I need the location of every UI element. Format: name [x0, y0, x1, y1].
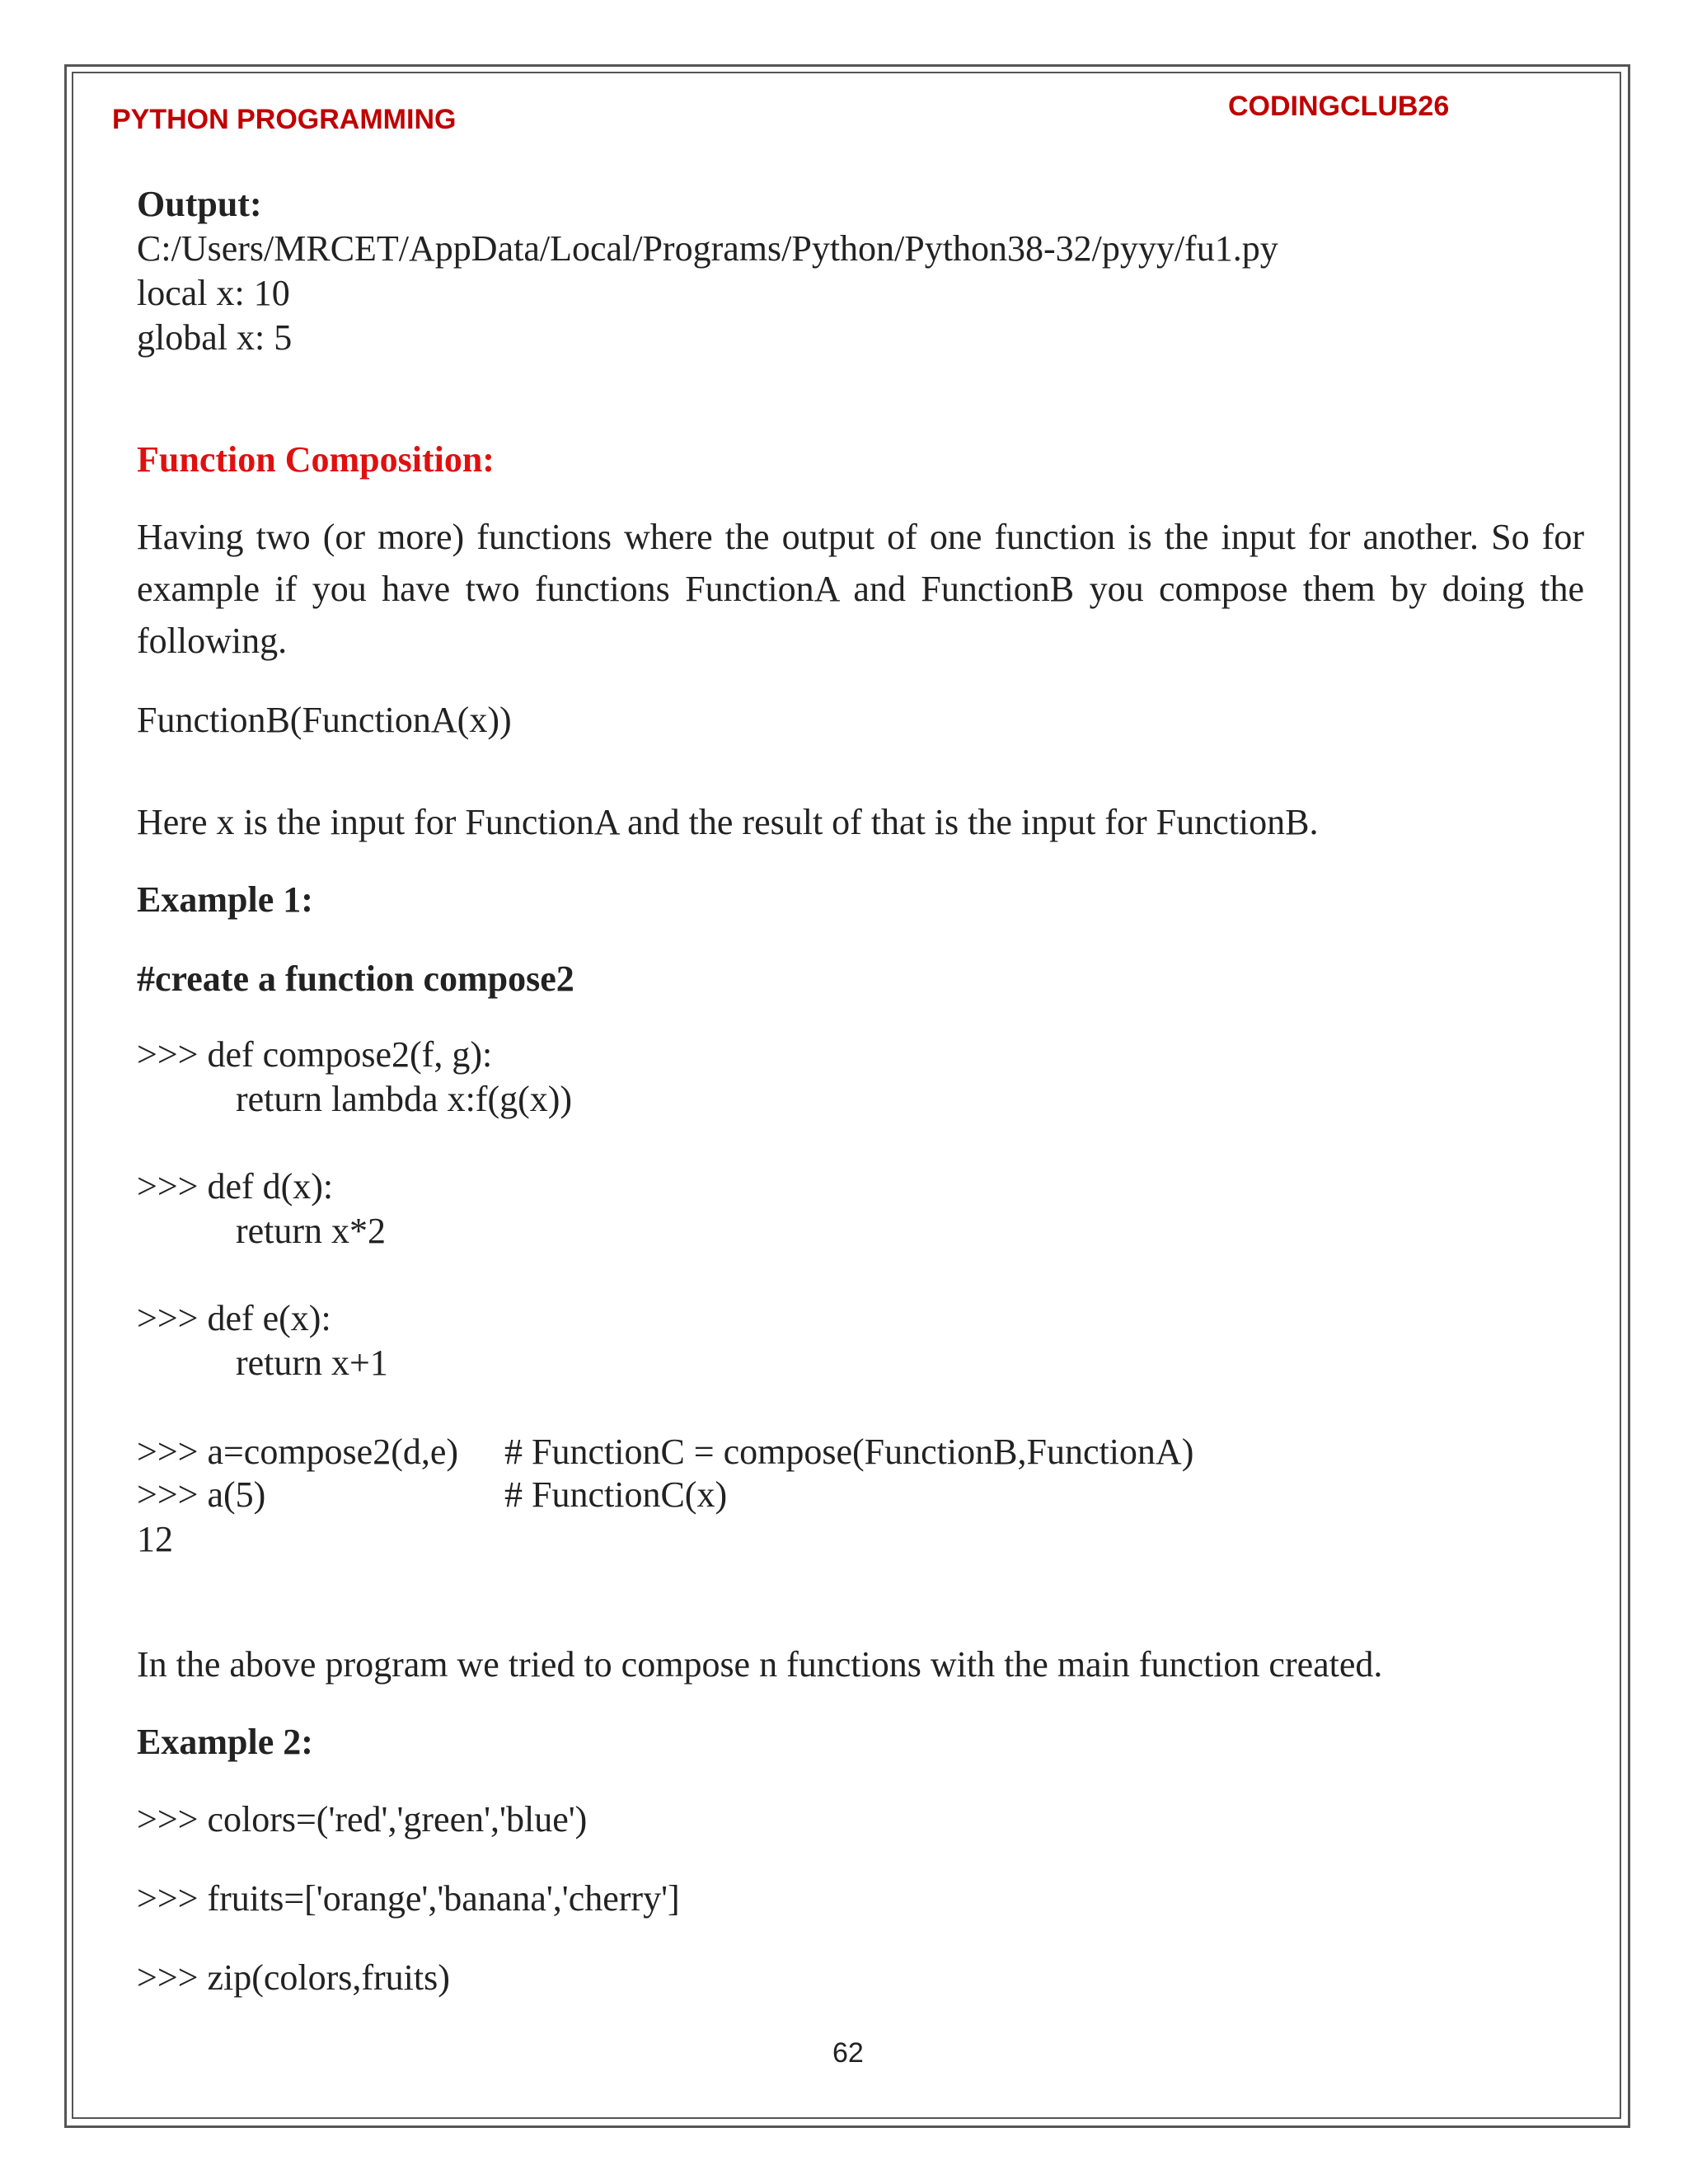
header-right: CODINGCLUB26	[1228, 91, 1450, 122]
example1-comment: #create a function compose2	[137, 958, 574, 999]
output-heading: Output:	[137, 184, 262, 224]
code-line: >>> def e(x):	[137, 1298, 331, 1338]
code-line: >>> fruits=['orange','banana','cherry']	[137, 1878, 680, 1919]
code-line: >>> def compose2(f, g):	[137, 1034, 493, 1075]
example2-heading: Example 2:	[137, 1722, 313, 1762]
code-line: >>> a=compose2(d,e)	[137, 1432, 459, 1472]
header-left: PYTHON PROGRAMMING	[112, 104, 457, 135]
code-line: return x+1	[236, 1343, 388, 1383]
composition-formula: FunctionB(FunctionA(x))	[137, 700, 512, 740]
example1-summary: In the above program we tried to compose n functions with the main function created.	[137, 1644, 1383, 1685]
example1-heading: Example 1:	[137, 879, 313, 920]
code-line: >>> a(5)	[137, 1474, 266, 1515]
section-heading: Function Composition:	[137, 439, 495, 480]
code-line: return x*2	[236, 1211, 387, 1251]
code-line: >>> colors=('red','green','blue')	[137, 1799, 588, 1840]
code-output: 12	[137, 1519, 173, 1559]
code-line: return lambda x:f(g(x))	[236, 1079, 573, 1119]
code-line: >>> def d(x):	[137, 1166, 334, 1207]
composition-explanation: Here x is the input for FunctionA and the result of that is the input for FunctionB.	[137, 802, 1319, 842]
page-number: 62	[832, 2037, 864, 2069]
output-line: global x: 5	[137, 317, 293, 358]
output-path: C:/Users/MRCET/AppData/Local/Programs/Python/Python38-32/pyyy/fu1.py	[137, 228, 1278, 269]
output-line: local x: 10	[137, 273, 290, 313]
composition-paragraph: Having two (or more) functions where the output of one function is the input for another. So for example if you have two functions FunctionA and FunctionB you compose them by doing the following.	[137, 517, 1584, 661]
code-line: >>> zip(colors,fruits)	[137, 1957, 450, 1998]
inline-comment: # FunctionC = compose(FunctionB,FunctionA)	[504, 1432, 1194, 1472]
inline-comment: # FunctionC(x)	[504, 1474, 728, 1515]
